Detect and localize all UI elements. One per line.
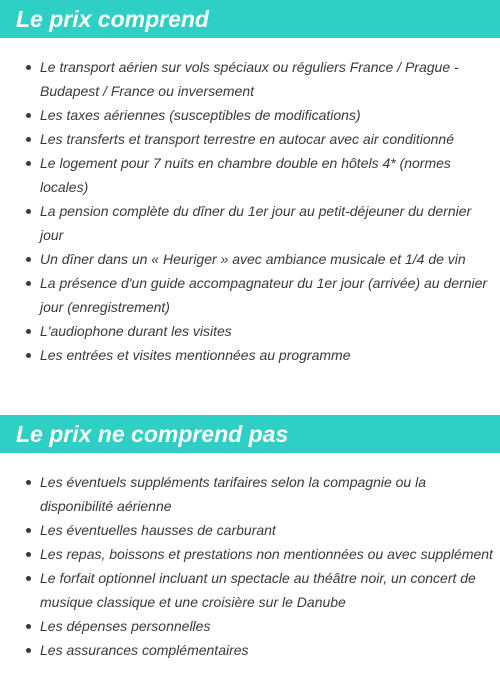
list-item: [0, 151, 500, 199]
list-item: [0, 638, 500, 662]
list-item-text: Les repas, boissons et prestations non mentionnées ou avec supplément: [40, 546, 493, 562]
bullet-icon: [26, 281, 31, 286]
list-item-text: Les dépenses personnelles: [40, 618, 211, 634]
list-item-text: Les taxes aériennes (susceptibles de modifications): [40, 107, 361, 123]
bullet-icon: [26, 353, 31, 358]
price-excludes-list: [0, 470, 500, 662]
bullet-icon: [26, 329, 31, 334]
bullet-icon: [26, 576, 31, 581]
list-item-text: Les entrées et visites mentionnées au programme: [40, 347, 351, 363]
list-item: [0, 566, 500, 614]
price-includes-heading: Le prix comprend: [0, 0, 500, 38]
price-includes-list: [0, 55, 500, 367]
price-excludes-heading: Le prix ne comprend pas: [0, 415, 500, 453]
list-item-text: Les assurances complémentaires: [40, 642, 249, 658]
bullet-icon: [26, 137, 31, 142]
list-item-text: Le forfait optionnel incluant un spectacle au théâtre noir, un concert de musique classique et une croisière sur le Danube: [40, 570, 476, 610]
list-item-text: Le transport aérien sur vols spéciaux ou réguliers France / Prague - Budapest / France ou inversement: [40, 59, 459, 99]
bullet-icon: [26, 209, 31, 214]
list-item: [0, 614, 500, 638]
bullet-icon: [26, 528, 31, 533]
list-item: [0, 343, 500, 367]
list-item: [0, 55, 500, 103]
bullet-icon: [26, 257, 31, 262]
list-item-text: La pension complète du dîner du 1er jour au petit-déjeuner du dernier jour: [40, 203, 472, 243]
list-item: [0, 247, 500, 271]
bullet-icon: [26, 65, 31, 70]
list-item-text: L'audiophone durant les visites: [40, 323, 232, 339]
bullet-icon: [26, 552, 31, 557]
list-item: [0, 103, 500, 127]
bullet-icon: [26, 648, 31, 653]
list-item: [0, 127, 500, 151]
list-item: [0, 319, 500, 343]
bullet-icon: [26, 624, 31, 629]
bullet-icon: [26, 480, 31, 485]
list-item: [0, 470, 500, 518]
list-item-text: Le logement pour 7 nuits en chambre double en hôtels 4* (normes locales): [40, 155, 451, 195]
list-item-text: Les transferts et transport terrestre en autocar avec air conditionné: [40, 131, 454, 147]
list-item-text: Un dîner dans un « Heuriger » avec ambiance musicale et 1/4 de vin: [40, 251, 466, 267]
list-item: [0, 271, 500, 319]
bullet-icon: [26, 161, 31, 166]
list-item-text: La présence d'un guide accompagnateur du 1er jour (arrivée) au dernier jour (enregistrement): [40, 275, 488, 315]
bullet-icon: [26, 113, 31, 118]
list-item-text: Les éventuelles hausses de carburant: [40, 522, 276, 538]
list-item-text: Les éventuels suppléments tarifaires selon la compagnie ou la disponibilité aérienne: [40, 474, 427, 514]
price-excludes-section: [0, 415, 500, 662]
list-item: [0, 542, 500, 566]
list-item: [0, 199, 500, 247]
list-item: [0, 518, 500, 542]
